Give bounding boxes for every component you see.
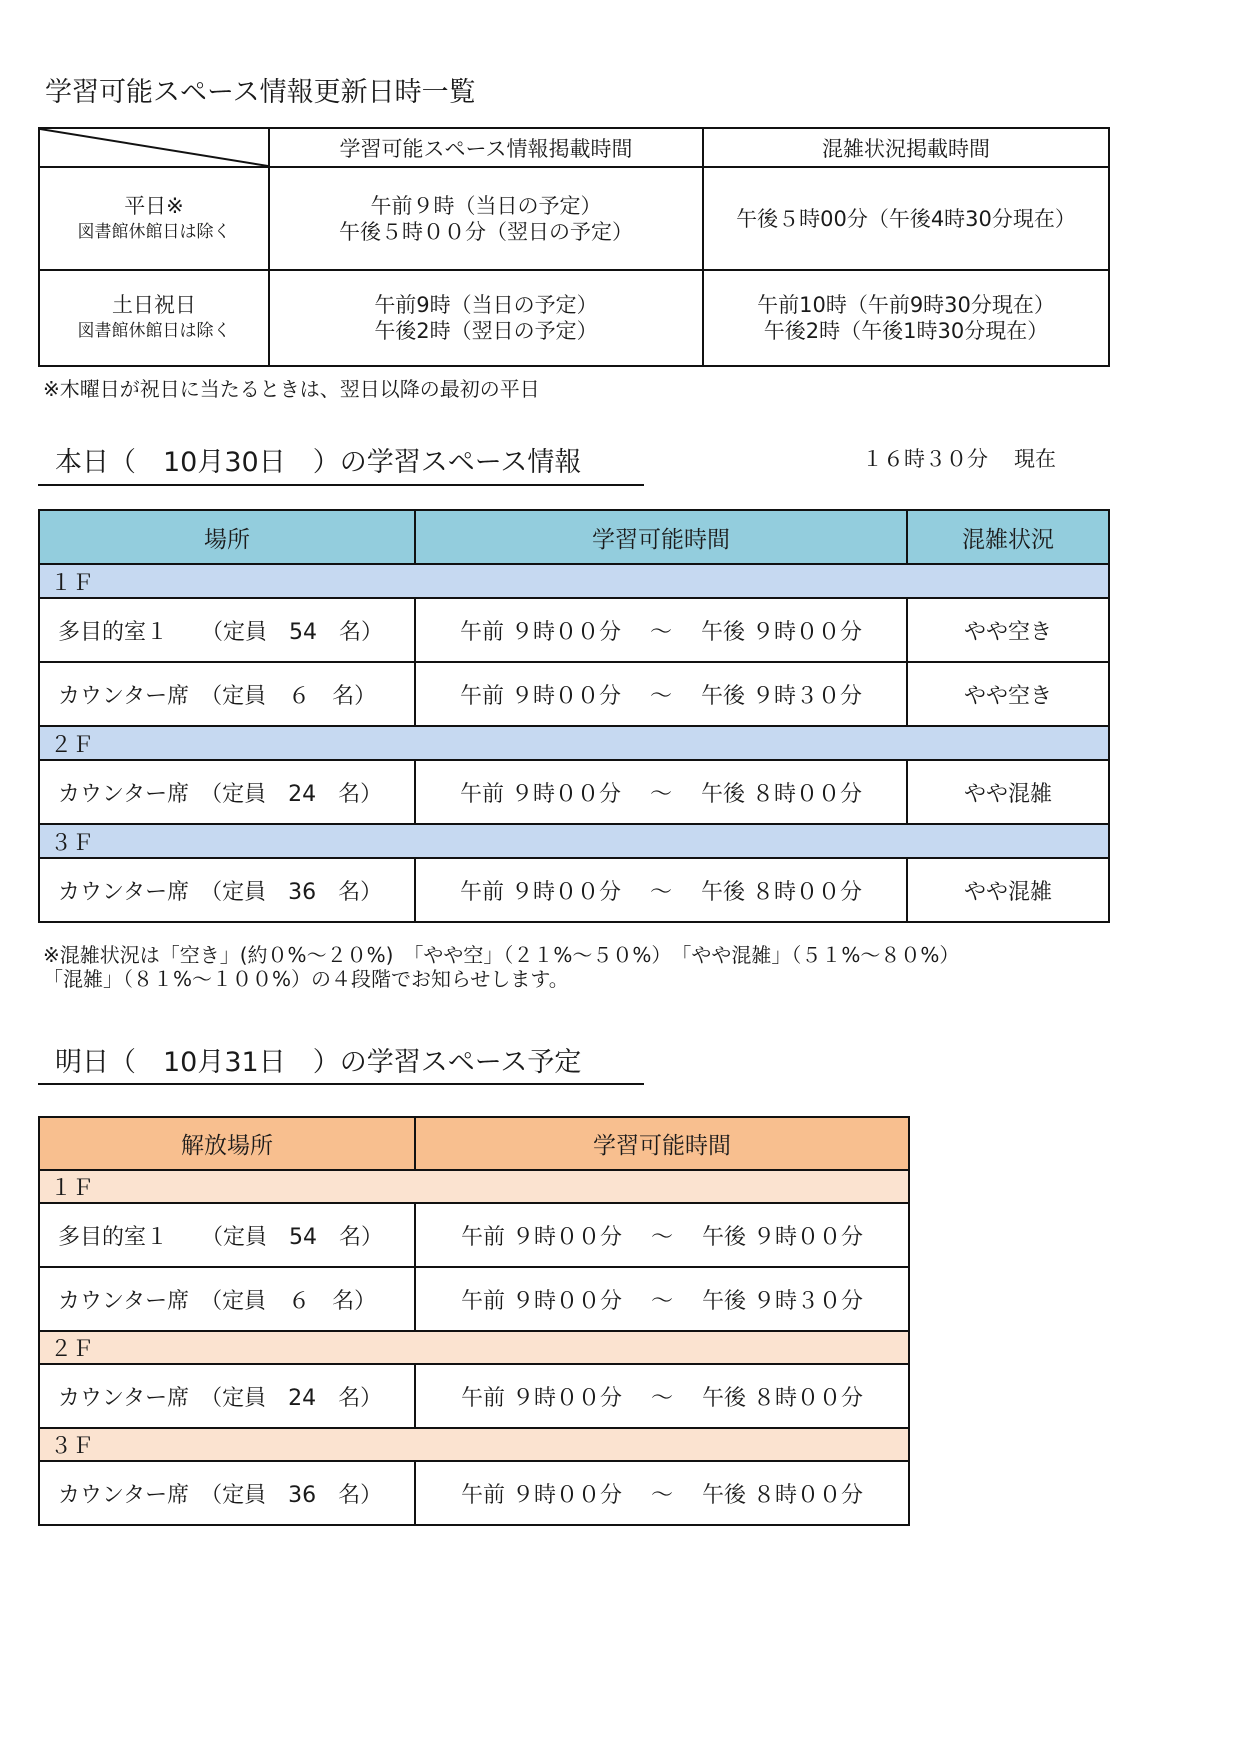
weekday-label-cell <box>39 167 269 270</box>
table-row <box>39 662 1109 726</box>
update-schedule-table <box>38 127 1110 367</box>
holiday-label: 土日祝日 <box>112 293 196 317</box>
place-header: 場所 <box>39 510 415 564</box>
tomorrow-header-row <box>39 1117 909 1170</box>
floor-row <box>39 824 1109 858</box>
place-cell: カウンター席 （定員 36 名） <box>39 1461 415 1525</box>
tomorrow-section-title: 明日（ 10月31日 ）の学習スペース予定 <box>55 1047 582 1078</box>
table-row <box>39 1364 909 1428</box>
as-of-timestamp <box>862 443 1056 473</box>
time-cell: 午前 ９時００分 ～ 午後 ９時３０分 <box>415 1267 909 1331</box>
thursday-holiday-note: ※木曜日が祝日に当たるときは、翌日以降の最初の平日 <box>43 377 540 401</box>
floor-row <box>39 1331 909 1364</box>
table-row <box>39 598 1109 662</box>
weekday-crowd-time <box>703 167 1109 270</box>
available-time-header: 学習可能時間 <box>415 1117 909 1170</box>
table-row <box>39 1203 909 1267</box>
table-row <box>39 858 1109 922</box>
as-of-label: 現在 <box>1014 447 1056 471</box>
status-cell: やや空き <box>907 662 1109 726</box>
available-time-header: 学習可能時間 <box>415 510 907 564</box>
floor-label: ２Ｆ <box>39 726 1109 760</box>
time-cell: 午前 ９時００分 ～ 午後 ８時００分 <box>415 1364 909 1428</box>
status-cell: やや空き <box>907 598 1109 662</box>
place-cell: カウンター席 （定員 24 名） <box>39 760 415 824</box>
table-row <box>39 1267 909 1331</box>
time-cell: 午前 ９時００分 ～ 午後 ９時００分 <box>415 598 907 662</box>
holiday-crowd-line: 午後2時（午後1時30分現在） <box>763 319 1049 343</box>
holiday-label-cell <box>39 270 269 366</box>
today-space-table <box>38 509 1110 923</box>
crowd-info-time-header: 混雑状況掲載時間 <box>703 128 1109 167</box>
weekday-sublabel: 図書館休館日は除く <box>77 221 231 242</box>
floor-row <box>39 726 1109 760</box>
floor-label: ３Ｆ <box>39 1428 909 1461</box>
today-section-title: 本日（ 10月30日 ）の学習スペース情報 <box>55 447 582 478</box>
tomorrow-space-table <box>38 1116 910 1526</box>
weekday-label: 平日※ <box>124 193 184 218</box>
crowd-note-line: ※混雑状況は「空き」(約０%～２０%) 「やや空」（２１%～５０%） 「やや混雑」（５１%～８０%） <box>43 943 960 967</box>
weekday-space-line: 午前９時（当日の予定） <box>370 193 602 218</box>
time-cell: 午前 ９時００分 ～ 午後 ８時００分 <box>415 1461 909 1525</box>
holiday-space-time <box>269 270 703 366</box>
holiday-crowd-line: 午前10時（午前9時30分現在） <box>757 293 1055 317</box>
holiday-space-line: 午前9時（当日の予定） <box>374 293 598 317</box>
status-cell: やや混雑 <box>907 760 1109 824</box>
place-cell: カウンター席 （定員 24 名） <box>39 1364 415 1428</box>
table-row <box>39 1461 909 1525</box>
tomorrow-title-underline <box>38 1083 644 1085</box>
crowd-status-legend-note <box>43 943 959 991</box>
holiday-sublabel: 図書館休館日は除く <box>77 321 231 341</box>
update-schedule-header-row <box>39 128 1109 167</box>
floor-row <box>39 564 1109 598</box>
weekday-row <box>39 167 1109 270</box>
space-info-time-header: 学習可能スペース情報掲載時間 <box>269 128 703 167</box>
status-cell: やや混雑 <box>907 858 1109 922</box>
weekday-space-line: 午後５時００分（翌日の予定） <box>339 219 633 244</box>
place-cell: 多目的室１ （定員 54 名） <box>39 1203 415 1267</box>
holiday-crowd-time <box>703 270 1109 366</box>
floor-row <box>39 1428 909 1461</box>
open-place-header: 解放場所 <box>39 1117 415 1170</box>
crowd-note-line: 「混雑」（８１%～１００%）の４段階でお知らせします。 <box>43 967 569 991</box>
floor-label: １Ｆ <box>39 564 1109 598</box>
crowd-status-header: 混雑状況 <box>907 510 1109 564</box>
floor-row <box>39 1170 909 1203</box>
today-title-underline <box>38 484 644 486</box>
floor-label: ２Ｆ <box>39 1331 909 1364</box>
floor-label: ３Ｆ <box>39 824 1109 858</box>
today-header-row <box>39 510 1109 564</box>
holiday-row <box>39 270 1109 366</box>
place-cell: 多目的室１ （定員 54 名） <box>39 598 415 662</box>
diagonal-corner-cell <box>39 128 269 167</box>
weekday-space-time <box>269 167 703 270</box>
time-cell: 午前 ９時００分 ～ 午後 ９時００分 <box>415 1203 909 1267</box>
time-cell: 午前 ９時００分 ～ 午後 ８時００分 <box>415 858 907 922</box>
time-cell: 午前 ９時００分 ～ 午後 ９時３０分 <box>415 662 907 726</box>
weekday-crowd-line: 午後５時00分（午後4時30分現在） <box>736 206 1076 231</box>
place-cell: カウンター席 （定員 ６ 名） <box>39 1267 415 1331</box>
diagonal-line <box>40 129 268 166</box>
place-cell: カウンター席 （定員 36 名） <box>39 858 415 922</box>
holiday-space-line: 午後2時（翌日の予定） <box>374 319 598 343</box>
time-cell: 午前 ９時００分 ～ 午後 ８時００分 <box>415 760 907 824</box>
update-schedule-title: 学習可能スペース情報更新日時一覧 <box>45 77 476 108</box>
table-row <box>39 760 1109 824</box>
place-cell: カウンター席 （定員 ６ 名） <box>39 662 415 726</box>
as-of-time: １６時３０分 <box>862 447 988 471</box>
floor-label: １Ｆ <box>39 1170 909 1203</box>
